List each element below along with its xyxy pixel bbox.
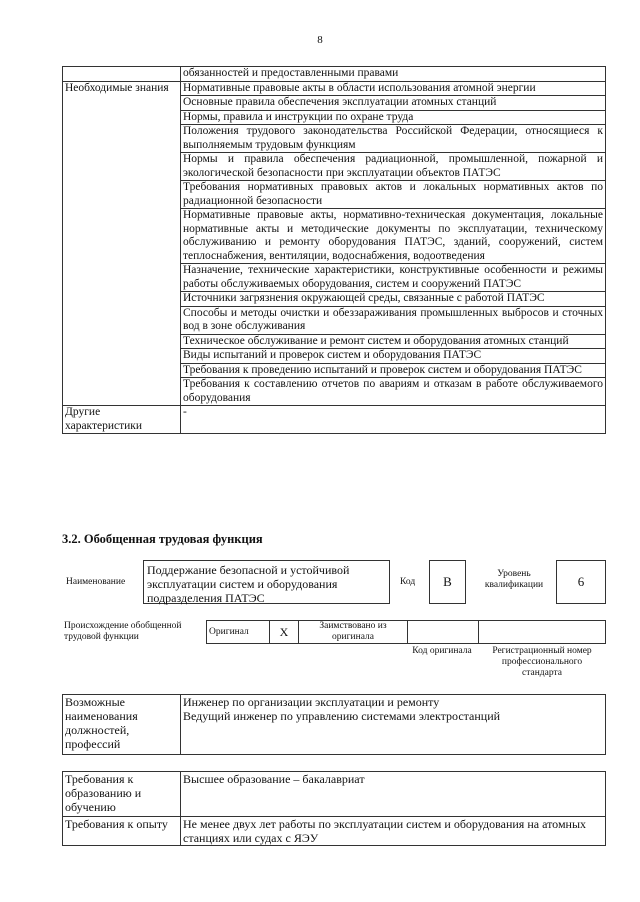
level-label: Уровень квалификации xyxy=(484,569,544,590)
table-row xyxy=(63,67,606,82)
knowledge-item: Требования к составлению отчетов по авариям и отказам в работе обслуживаемого оборудования xyxy=(181,378,606,406)
borrowed-label: Заимствовано из оригинала xyxy=(299,621,408,644)
other-value: - xyxy=(181,406,606,434)
level-value: 6 xyxy=(556,560,606,604)
original-mark: X xyxy=(270,621,299,644)
knowledge-label: Необходимые знания xyxy=(63,81,181,406)
table-row xyxy=(63,695,606,755)
code-label: Код xyxy=(400,577,416,587)
continuation-cell: обязанностей и предоставленными правами xyxy=(181,67,606,82)
page-number: 8 xyxy=(317,34,323,46)
reg-number-cell xyxy=(479,621,606,644)
knowledge-item: Нормативные правовые акты, нормативно-техническая документация, локальные нормативные акты и методические документы по эксплуатации, техническому обслуживанию и ремонту оборудования ПАТЭС, зданий, сооружений, систем теплоснабжения, вентиляции, водоснабжения, водоотведения xyxy=(181,209,606,264)
knowledge-item: Виды испытаний и проверок систем и оборудования ПАТЭС xyxy=(181,349,606,364)
experience-value: Не менее двух лет работы по эксплуатации систем и оборудования на атомных станциях или судах с ЯЭУ xyxy=(181,817,606,846)
knowledge-item: Нормативные правовые акты в области использования атомной энергии xyxy=(181,81,606,96)
table-row xyxy=(63,406,606,434)
function-name-box: Поддержание безопасной и устойчивой эксплуатации систем и оборудования подразделения ПАТЭС xyxy=(143,560,390,604)
knowledge-item: Положения трудового законодательства Российской Федерации, относящиеся к выполняемым трудовым функциям xyxy=(181,125,606,153)
experience-label: Требования к опыту xyxy=(63,817,181,846)
knowledge-item: Нормы и правила обеспечения радиационной, промышленной, пожарной и экологической безопасности при эксплуатации объектов ПАТЭС xyxy=(181,153,606,181)
table-row xyxy=(63,817,606,846)
education-value: Высшее образование – бакалавриат xyxy=(181,772,606,817)
origin-label: Происхождение обобщенной трудовой функции xyxy=(64,620,182,642)
reg-number-caption: Регистрационный номер профессионального стандарта xyxy=(492,646,592,678)
knowledge-item: Способы и методы очистки и обеззараживания промышленных выбросов и сточных вод в зоне обслуживания xyxy=(181,306,606,334)
requirements-table xyxy=(62,771,606,846)
section-title: 3.2. Обобщенная трудовая функция xyxy=(62,532,263,546)
name-label: Наименование xyxy=(66,577,126,587)
origin-table xyxy=(62,620,606,644)
knowledge-item: Нормы, правила и инструкции по охране труда xyxy=(181,110,606,125)
empty-cell xyxy=(63,67,181,82)
knowledge-item: Требования к проведению испытаний и проверок систем и оборудования ПАТЭС xyxy=(181,363,606,378)
knowledge-item: Требования нормативных правовых актов и локальных нормативных актов по радиационной безопасности xyxy=(181,181,606,209)
positions-values xyxy=(181,695,606,755)
knowledge-item: Назначение, технические характеристики, конструктивные особенности и режимы работы обслуживаемых оборудования, систем и сооружений ПАТЭС xyxy=(181,264,606,292)
knowledge-table xyxy=(62,66,606,434)
position-item: Инженер по организации эксплуатации и ремонту xyxy=(183,695,440,709)
code-original-caption: Код оригинала xyxy=(412,646,472,656)
positions-label: Возможные наименования должностей, профессий xyxy=(63,695,181,755)
position-item: Ведущий инженер по управлению системами электростанций xyxy=(183,709,501,723)
table-row xyxy=(63,772,606,817)
positions-table xyxy=(62,694,606,755)
table-row xyxy=(62,621,606,644)
knowledge-item: Основные правила обеспечения эксплуатации атомных станций xyxy=(181,96,606,111)
table-row xyxy=(63,81,606,96)
knowledge-item: Источники загрязнения окружающей среды, связанные с работой ПАТЭС xyxy=(181,292,606,307)
knowledge-item: Техническое обслуживание и ремонт систем и оборудования атомных станций xyxy=(181,334,606,349)
code-value: B xyxy=(429,560,466,604)
other-label: Другие характеристики xyxy=(63,406,181,434)
code-original-cell xyxy=(408,621,479,644)
original-label: Оригинал xyxy=(207,621,270,644)
education-label: Требования к образованию и обучению xyxy=(63,772,181,817)
